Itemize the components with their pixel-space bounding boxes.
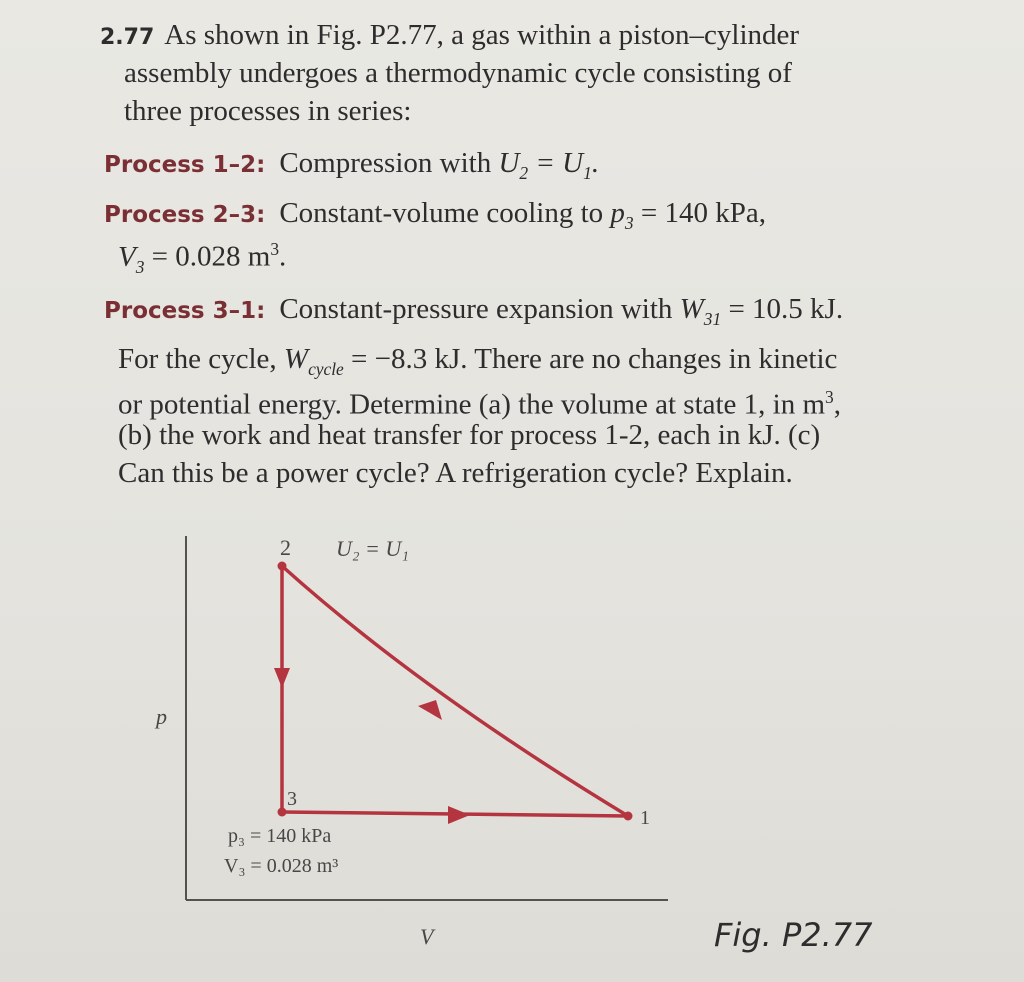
process-23-pressure-value: = 140 kPa, bbox=[633, 197, 766, 229]
process-12-text: Compression with bbox=[279, 147, 492, 179]
process-31-work-symbol: $W_{31}$ bbox=[679, 293, 722, 329]
intro-text-2: assembly undergoes a thermodynamic cycle consisting of bbox=[124, 57, 792, 89]
body-text-1: For the cycle, bbox=[118, 343, 277, 375]
process-31-text: Constant-pressure expansion with bbox=[279, 293, 673, 325]
intro-text-1: As shown in Fig. P2.77, a gas within a piston–cylinder bbox=[164, 19, 800, 51]
process-12-curve bbox=[282, 566, 628, 816]
body-text-2: or potential energy. Determine (a) the volume at state 1, in m bbox=[118, 388, 826, 421]
process-31-arrow bbox=[448, 806, 470, 824]
body-line-2: or potential energy. Determine (a) the volume at state 1, in $m^3$, bbox=[118, 387, 841, 421]
p-axis-label: p bbox=[156, 704, 167, 729]
state-3-pressure-label: p₃ = 140 kPa bbox=[228, 825, 332, 847]
state-3-point bbox=[278, 808, 287, 817]
process-12-label: Process 1–2: bbox=[104, 152, 266, 178]
process-23-label: Process 2–3: bbox=[104, 202, 266, 228]
state-3-label: 3 bbox=[287, 788, 297, 810]
process-23-line-2: $V_3 = 0.028$ $m^3$. bbox=[118, 239, 287, 277]
process-23-volume-symbol: $V_3$ bbox=[118, 240, 145, 277]
state-2-point bbox=[278, 562, 287, 571]
cycle-work-symbol: $W_{cycle}$ bbox=[283, 343, 344, 379]
state-2-label: 2 bbox=[280, 535, 291, 560]
state-1-point bbox=[624, 812, 633, 821]
process-23-arrow bbox=[274, 668, 290, 688]
state-3-volume-label: V₃ = 0.028 m³ bbox=[224, 855, 339, 877]
intro-text-3: three processes in series: bbox=[124, 95, 412, 127]
process-23-pressure: $p_3$ bbox=[610, 197, 634, 233]
body-text-4: Can this be a power cycle? A refrigeration cycle? Explain. bbox=[118, 457, 793, 489]
process-12-arrow bbox=[418, 700, 442, 720]
process-12-equation: $U_2 = U_1$. bbox=[498, 147, 600, 183]
state-1-label: 1 bbox=[640, 807, 650, 829]
v-axis-label: V bbox=[420, 924, 434, 949]
body-text-3: (b) the work and heat transfer for process 1-2, each in kJ. (c) bbox=[118, 419, 821, 451]
process-23-volume: = 0.028 m bbox=[151, 240, 271, 273]
problem-number: 2.77 bbox=[100, 25, 155, 50]
u2-equals-u1-label: U₂ = U₁ bbox=[336, 536, 409, 561]
figure-caption: Fig. P2.77 bbox=[714, 916, 873, 954]
process-31-label: Process 3–1: bbox=[104, 298, 266, 324]
process-23-text: Constant-volume cooling to bbox=[279, 197, 604, 229]
cycle-work-text: = −8.3 kJ. There are no changes in kinetic bbox=[351, 343, 838, 375]
process-31-work-value: = 10.5 kJ. bbox=[728, 293, 844, 325]
